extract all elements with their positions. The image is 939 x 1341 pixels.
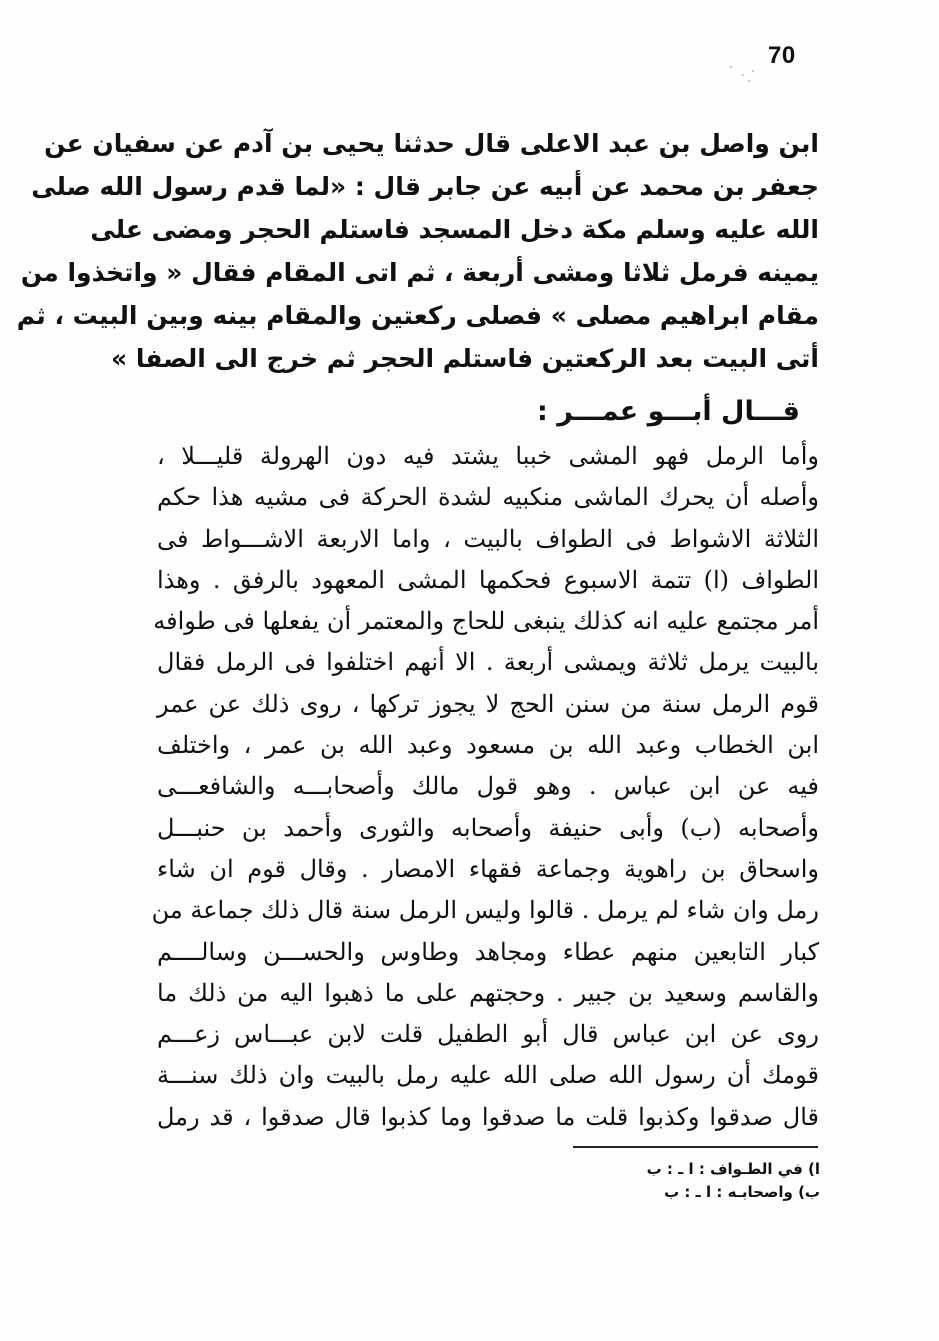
body-line: وأصحابه (ب) وأبى حنيفة وأصحابه والثورى وأحمد بن حنبـــل — [157, 813, 819, 842]
body-line: الثلاثة الاشواط فى الطواف بالبيت ، واما الاربعة الاشـــواط فى — [157, 524, 819, 553]
hadith-paragraph — [16, 122, 819, 380]
hadith-line: جعفر بن محمد عن أبيه عن جابر قال : «لما قدم رسول الله صلى — [31, 172, 819, 201]
body-line: وأما الرمل فهو المشى خببا يشتد فيه دون الهرولة قليـــلا ، — [157, 442, 819, 470]
footnote-divider — [573, 1146, 818, 1148]
scan-speck — [748, 80, 750, 82]
scan-speck — [730, 66, 732, 68]
page-number: 70 — [768, 42, 796, 69]
hadith-line: الله عليه وسلم مكة دخل المسجد فاستلم الحجر ومضى على — [90, 215, 819, 244]
hadith-line: أتى البيت بعد الركعتين فاستلم الحجر ثم خرج الى الصفا » — [111, 344, 819, 373]
body-line: قوم الرمل سنة من سنن الحج لا يجوز تركها ، روى ذلك عن عمر — [157, 689, 819, 718]
body-line: والقاسم وسعيد بن جبير . وحجتهم على ما ذهبوا اليه من ذلك ما — [157, 978, 819, 1007]
hadith-line: يمينه فرمل ثلاثا ومشى أربعة ، ثم اتى المقام فقال « واتخذوا من — [20, 258, 819, 287]
body-line: روى عن ابن عباس قال أبو الطفيل قلت لابن عبـــاس زعـــم — [157, 1020, 819, 1049]
footnotes — [560, 1158, 820, 1204]
body-line: أمر مجتمع عليه انه كذلك ينبغى للحاج والمعتمر أن يفعلها فى طوافه — [153, 607, 819, 636]
hadith-line: مقام ابراهيم مصلى » فصلى ركعتين والمقام بينه وبين البيت ، ثم — [16, 301, 819, 330]
footnote: ب) واصحابـه : ا ـ : ب — [664, 1183, 820, 1201]
body-line: رمل وان شاء لم يرمل . قالوا وليس الرمل سنة قال ذلك جماعة من — [151, 896, 819, 925]
body-line: بالبيت يرمل ثلاثة ويمشى أربعة . الا أنهم اختلفوا فى الرمل فقال — [157, 648, 819, 677]
body-line: قال صدقوا وكذبوا قلت ما صدقوا وما كذبوا قال صدقوا ، قد رمل — [157, 1102, 819, 1131]
body-paragraph — [151, 436, 819, 1138]
body-line: فيه عن ابن عباس . وهو قول مالك وأصحابـــه والشافعـــى — [157, 772, 819, 801]
section-heading: قـــال أبـــو عمـــر : — [537, 396, 800, 427]
body-line: واسحاق بن راهوية وجماعة فقهاء الامصار . وقال قوم ان شاء — [157, 854, 819, 883]
body-line: كبار التابعين منهم عطاء ومجاهد وطاوس والحســـن وسالــــم — [157, 937, 819, 966]
scan-speck — [752, 70, 754, 72]
body-line: وأصله أن يحرك الماشى منكبيه لشدة الحركة فى مشيه هذا حكم — [157, 483, 819, 512]
body-line: الطواف (ا) تتمة الاسبوع فحكمها المشى المعهود بالرفق . وهذا — [157, 565, 819, 594]
scan-speck — [742, 74, 744, 76]
body-line: قومك أن رسول الله صلى الله عليه رمل بالبيت وان ذلك سنـــة — [157, 1061, 819, 1090]
body-line: ابن الخطاب وعبد الله بن مسعود وعبد الله بن عمر ، واختلف — [157, 731, 819, 760]
hadith-line: ابن واصل بن عبد الاعلى قال حدثنا يحيى بن آدم عن سفيان عن — [44, 129, 819, 158]
footnote: ا) في الطـواف : ا ـ : ب — [646, 1160, 820, 1178]
